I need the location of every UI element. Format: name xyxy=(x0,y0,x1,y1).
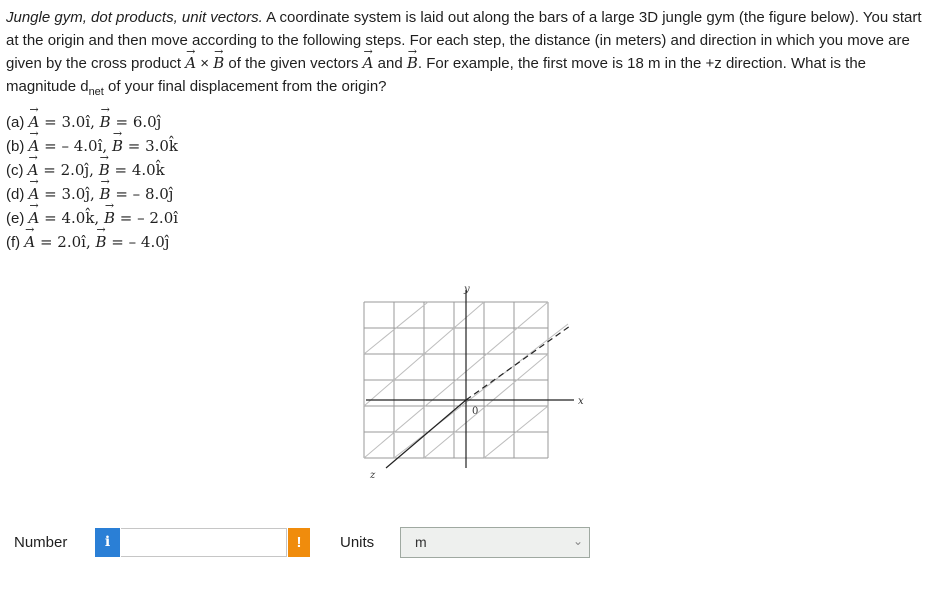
y-axis-label: y xyxy=(464,284,470,295)
info-icon[interactable]: i xyxy=(95,528,120,557)
part-row: (c) → A = 2.0ĵ, → B = 4.0k̂ xyxy=(6,158,178,182)
parts-list xyxy=(6,110,178,254)
part-b-value: – 4.0ĵ xyxy=(128,233,170,251)
part-row: (a) → A = 3.0î, → B = 6.0ĵ xyxy=(6,110,178,134)
vector-b-symbol: → B xyxy=(213,52,224,75)
jungle-gym-figure xyxy=(356,282,596,484)
part-a-value: – 4.0î xyxy=(61,137,103,155)
part-label: (f) xyxy=(6,234,21,251)
units-label: Units xyxy=(340,534,375,551)
net-subscript: net xyxy=(88,86,104,98)
part-a-value: 4.0k̂ xyxy=(61,209,95,227)
warning-icon[interactable]: ! xyxy=(288,528,310,557)
vector-b-symbol-2: → B xyxy=(407,52,418,75)
vector-a-symbol-2: → A xyxy=(363,52,374,75)
number-input[interactable] xyxy=(121,528,287,557)
part-label: (e) xyxy=(6,210,25,227)
problem-text-1: A coordinate system is laid out along the bars of a large 3D jungle gym (the figure below). You start at the origin and then move according to the following steps. For each step, the distance (in meters) and direction in which you move are given by the cross product xyxy=(6,9,922,72)
units-select[interactable] xyxy=(400,527,590,558)
part-b-value: 4.0k̂ xyxy=(131,161,165,179)
origin-label: 0 xyxy=(472,406,479,417)
vector-a-symbol: → A xyxy=(185,52,196,75)
problem-statement: Jungle gym, dot products, unit vectors. A coordinate system is laid out along the bars of a large 3D jungle gym (the figure below). You start at the origin and then move according to the following steps. For each step, the distance (in meters) and direction in which you move are given by the cross product → A × → B of the given vectors → A and → B. For example, the first move is 18 m in the +z direction. What is the magnitude $d_{net}$ of your final displacement from the origin? xyxy=(6,6,936,104)
problem-text-4: of your final displacement from the origin? xyxy=(103,78,387,95)
part-label: (c) xyxy=(6,162,24,179)
z-axis-label: z xyxy=(370,470,376,481)
x-axis-label: x xyxy=(578,396,584,407)
part-label: (d) xyxy=(6,186,25,203)
problem-text-2: of the given vectors xyxy=(224,55,363,72)
part-label: (a) xyxy=(6,114,25,131)
problem-text-3: . For example, the first move is 18 m in the +z direction. What is the magnitude d xyxy=(6,55,867,95)
part-a-value: 3.0î xyxy=(61,113,91,131)
number-label: Number xyxy=(14,534,68,551)
part-row: (b) → A = – 4.0î, → B = 3.0k̂ xyxy=(6,134,178,158)
units-value: m xyxy=(415,534,427,550)
part-row: (e) → A = 4.0k̂, → B = – 2.0î xyxy=(6,206,178,230)
part-label: (b) xyxy=(6,138,25,155)
jungle-gym-diagram xyxy=(356,282,596,484)
part-a-value: 3.0ĵ xyxy=(61,185,90,203)
part-b-value: 6.0ĵ xyxy=(132,113,162,131)
chevron-down-icon: ⌄ xyxy=(572,534,583,548)
part-a-value: 2.0î xyxy=(57,233,86,251)
part-b-value: – 8.0ĵ xyxy=(132,185,174,203)
answer-row xyxy=(0,524,942,560)
part-row: (f) → A = 2.0î, → B = – 4.0ĵ xyxy=(6,230,178,254)
part-b-value: 3.0k̂ xyxy=(145,137,179,155)
part-row: (d) → A = 3.0ĵ, → B = – 8.0ĵ xyxy=(6,182,178,206)
part-b-value: – 2.0î xyxy=(137,209,179,227)
part-a-value: 2.0ĵ xyxy=(60,161,90,179)
problem-lead: Jungle gym, dot products, unit vectors. xyxy=(6,9,263,26)
